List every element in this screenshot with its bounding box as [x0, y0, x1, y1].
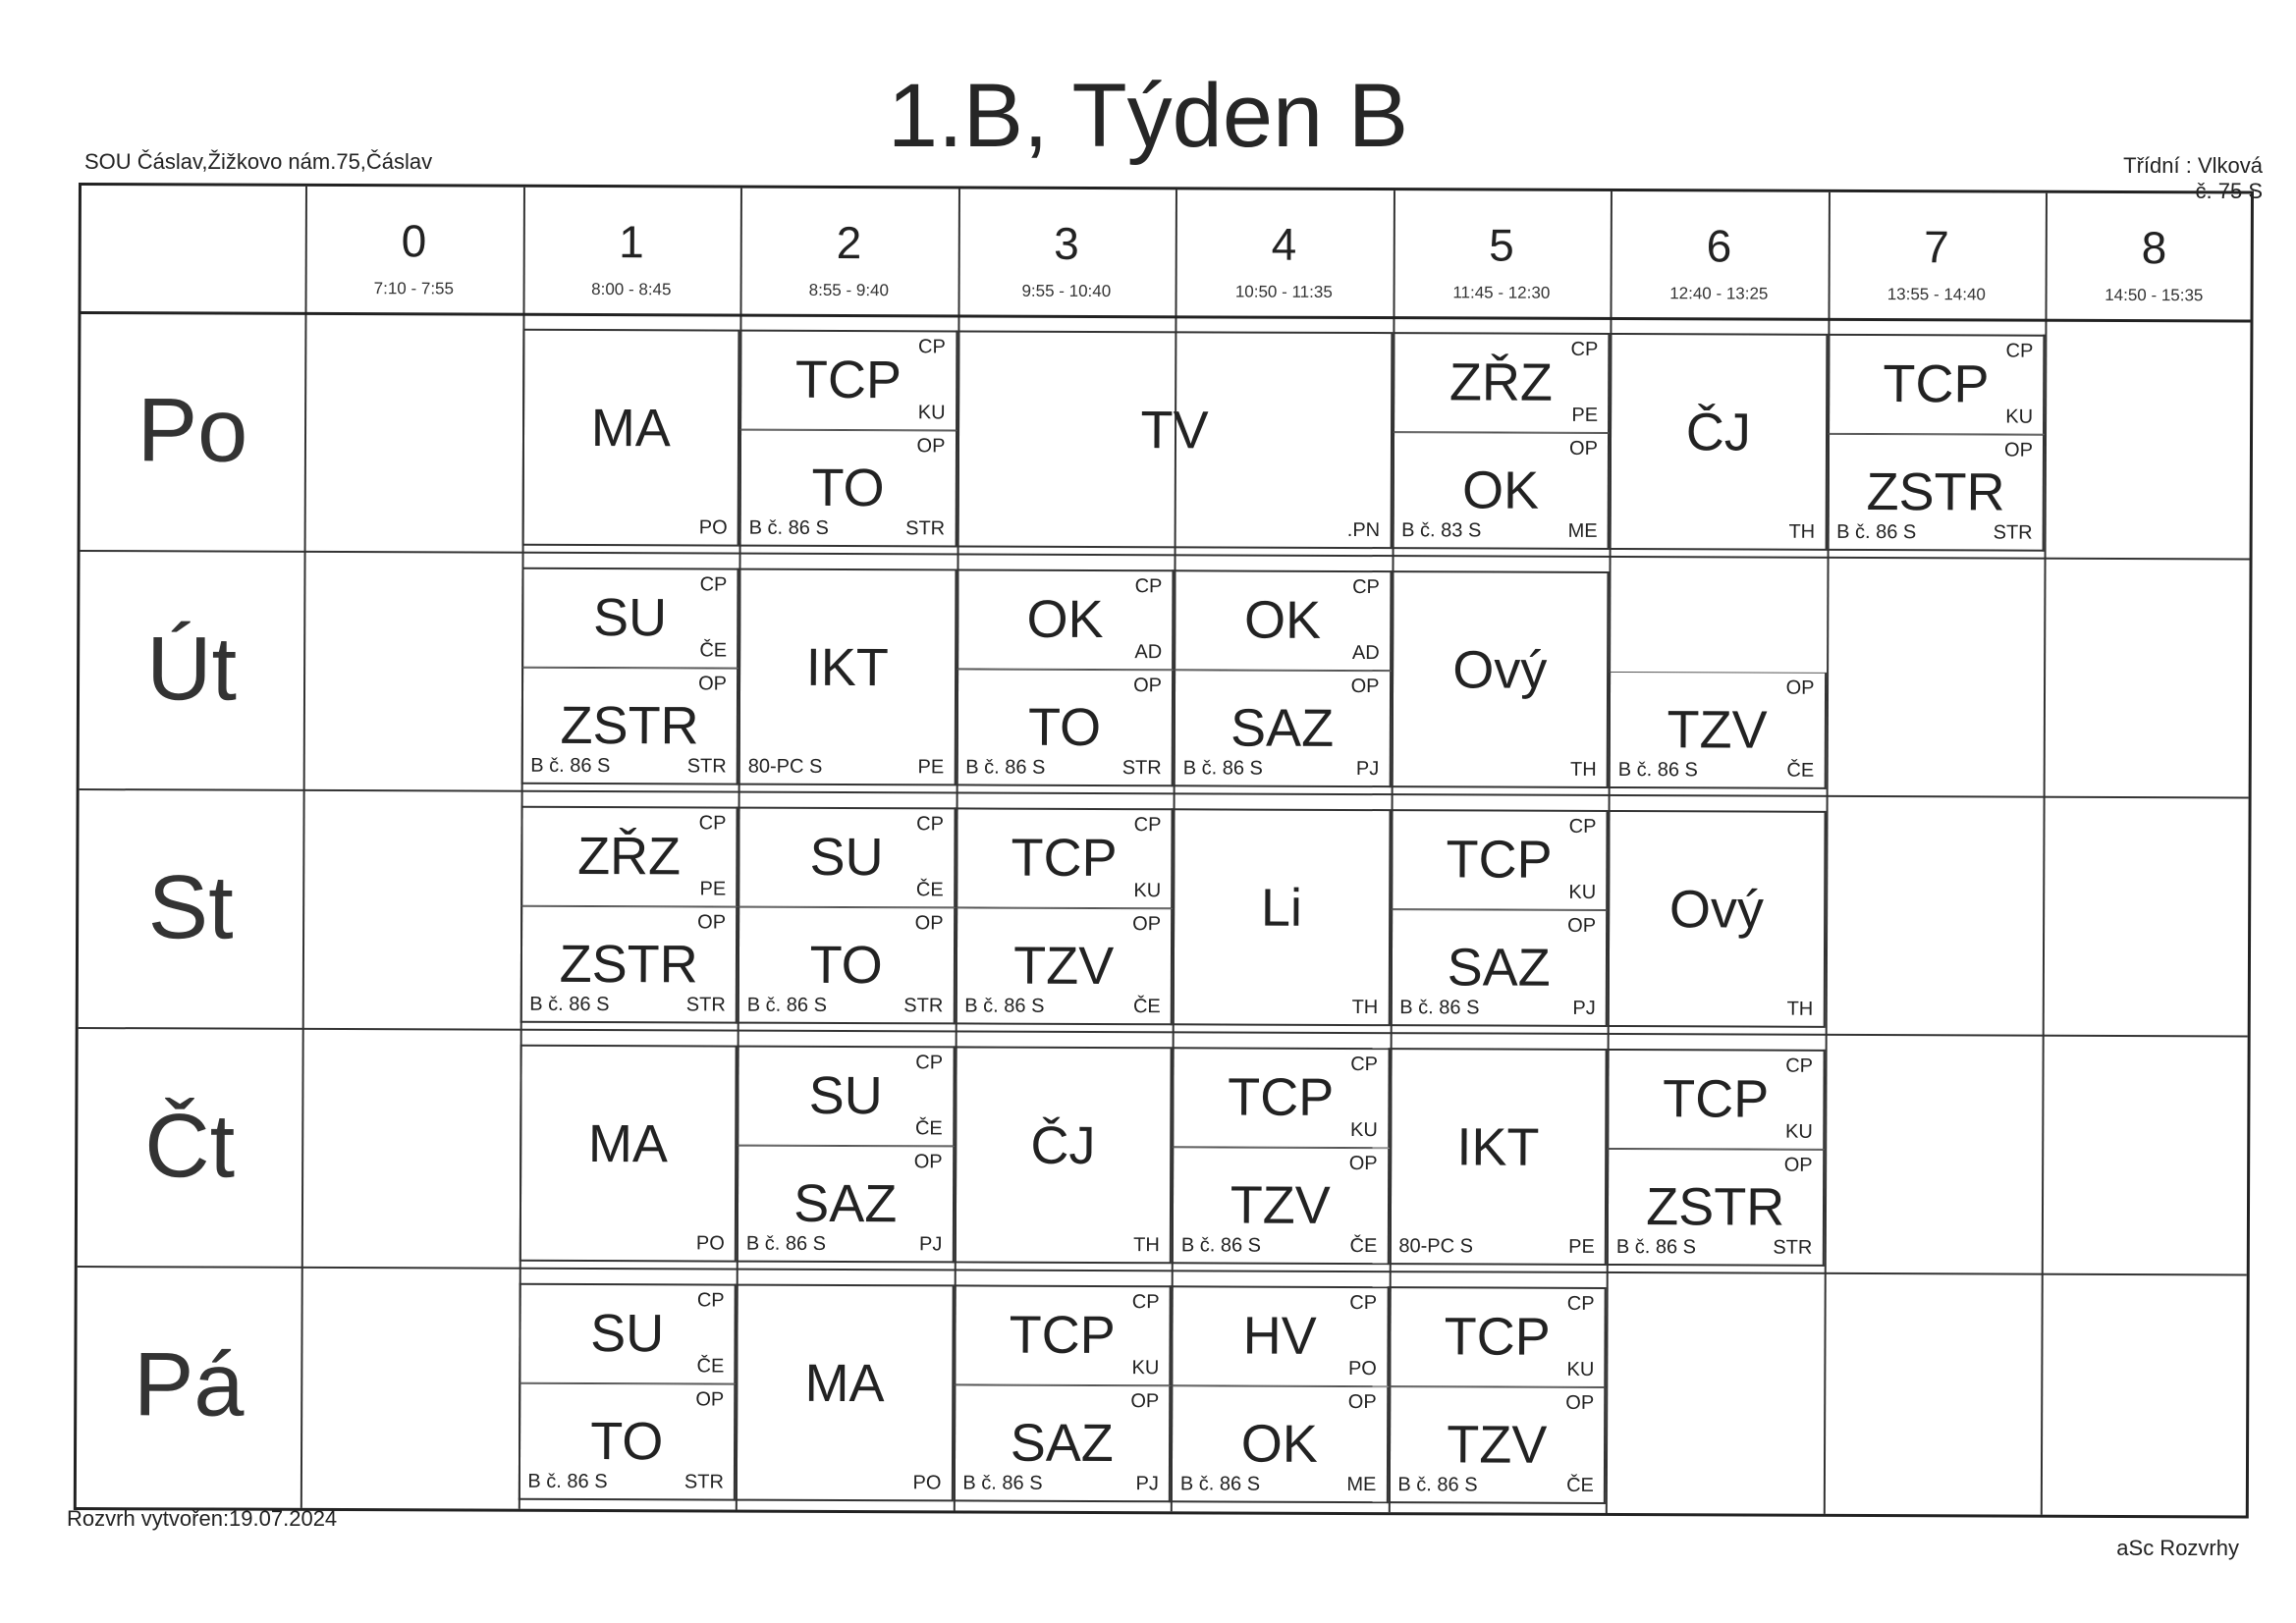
group-label: CP — [1350, 1053, 1379, 1076]
school-name: SOU Čáslav,Žižkovo nám.75,Čáslav — [84, 149, 433, 174]
group-label: OP — [1133, 675, 1163, 697]
subject-label: TCP — [1011, 828, 1118, 889]
subject-label: OK — [1240, 1414, 1318, 1474]
teacher-code: PJ — [1135, 1473, 1159, 1495]
row-divider — [81, 550, 2250, 560]
teacher-code: STR — [686, 755, 727, 778]
subject-label: OK — [1243, 590, 1322, 650]
lesson-cell-tcp[interactable] — [954, 1284, 1172, 1385]
lesson-cell-zstr[interactable] — [519, 906, 738, 1024]
group-label: CP — [1133, 814, 1162, 837]
teacher-code: PO — [698, 516, 728, 539]
teacher-code: KU — [1784, 1120, 1813, 1143]
lesson-cell-ma[interactable] — [519, 1045, 737, 1263]
group-label: OP — [1130, 1390, 1160, 1413]
subject-label: ZSTR — [1866, 461, 2005, 522]
subject-label: ČJ — [1030, 1115, 1096, 1175]
subject-label: IKT — [805, 637, 889, 697]
subject-label: SAZ — [1230, 698, 1335, 758]
lesson-cell-tcp[interactable] — [1607, 1049, 1825, 1150]
room-label: B č. 86 S — [965, 756, 1046, 779]
group-label: CP — [1568, 815, 1597, 838]
subject-label: TZV — [1230, 1175, 1331, 1235]
subject-label: TCP — [1444, 1307, 1551, 1367]
room-label: B č. 83 S — [1401, 519, 1482, 542]
lesson-cell-tzv[interactable] — [1388, 1386, 1606, 1504]
subject-label: ZŘZ — [1449, 352, 1554, 412]
room-label: B č. 86 S — [748, 516, 829, 539]
subject-label: TZV — [1013, 936, 1115, 996]
subject-label: ZSTR — [1646, 1176, 1785, 1237]
teacher-code: AD — [1134, 641, 1163, 664]
day-label-čt: Čt — [144, 1096, 236, 1197]
teacher-code: PE — [917, 756, 945, 779]
group-label: CP — [2005, 340, 2034, 362]
room-label: B č. 86 S — [746, 994, 827, 1016]
lesson-cell-saz[interactable] — [1390, 909, 1608, 1027]
lesson-cell-tzv[interactable] — [1609, 672, 1827, 789]
group-label: CP — [918, 336, 946, 358]
subject-label: SAZ — [1447, 937, 1551, 998]
software-brand: aSc Rozvrhy — [2116, 1536, 2239, 1560]
teacher-code: ČE — [915, 879, 944, 901]
lesson-cell-ok[interactable] — [1392, 432, 1610, 550]
group-label: OP — [1569, 437, 1599, 460]
lesson-cell-tv[interactable] — [957, 330, 1393, 549]
room-label: B č. 86 S — [964, 995, 1045, 1017]
timetable-grid — [74, 183, 2254, 1518]
period-number: 7 — [1924, 221, 1949, 273]
teacher-code: KU — [1349, 1118, 1378, 1142]
subject-label: ČJ — [1685, 402, 1751, 462]
period-header-4 — [1175, 189, 1393, 316]
subject-label: SU — [590, 1304, 665, 1364]
period-number: 6 — [1706, 220, 1732, 272]
subject-label: MA — [804, 1353, 885, 1413]
teacher-code: KU — [1566, 1358, 1595, 1380]
subject-label: TCP — [1883, 354, 1990, 414]
period-time: 7:10 - 7:55 — [373, 279, 455, 298]
teacher-code: STR — [1121, 757, 1162, 780]
lesson-cell-hv[interactable] — [1171, 1285, 1389, 1386]
period-number: 0 — [401, 215, 427, 267]
room-label: B č. 86 S — [529, 993, 610, 1016]
period-time: 8:55 - 9:40 — [808, 280, 890, 300]
period-header-5 — [1393, 190, 1611, 317]
period-time: 14:50 - 15:35 — [2105, 285, 2204, 305]
teacher-code: ČE — [1132, 996, 1161, 1018]
teacher-code: PJ — [918, 1233, 943, 1256]
group-label: CP — [915, 1052, 944, 1074]
teacher-code: TH — [1351, 996, 1379, 1019]
subject-label: ZŘZ — [577, 826, 682, 887]
lesson-cell-čj[interactable] — [954, 1046, 1172, 1264]
room-label: B č. 86 S — [745, 1232, 827, 1255]
teacher-code: KU — [2005, 406, 2034, 428]
group-label: OP — [916, 435, 946, 458]
period-time: 8:00 - 8:45 — [591, 280, 672, 299]
period-header-1 — [522, 188, 740, 314]
group-label: CP — [1570, 338, 1599, 360]
period-number: 3 — [1054, 217, 1079, 269]
teacher-code: ME — [1346, 1473, 1377, 1496]
period-header-3 — [957, 189, 1175, 315]
subject-label: TO — [590, 1411, 664, 1471]
group-label: CP — [698, 812, 727, 835]
created-date: Rozvrh vytvořen:19.07.2024 — [67, 1506, 338, 1531]
lesson-cell-ový[interactable] — [1391, 570, 1609, 788]
subject-label: MA — [587, 1113, 669, 1173]
group-label: CP — [699, 573, 728, 596]
period-time: 12:40 - 13:25 — [1669, 284, 1769, 303]
group-label: CP — [1131, 1291, 1160, 1314]
group-label: OP — [1783, 1154, 1813, 1176]
subject-label: TCP — [1009, 1305, 1116, 1366]
lesson-cell-zřz[interactable] — [1393, 332, 1611, 433]
period-time: 9:55 - 10:40 — [1021, 281, 1112, 301]
period-header-0 — [304, 187, 522, 313]
group-label: CP — [1134, 575, 1163, 598]
teacher-code: STR — [905, 517, 946, 540]
lesson-cell-tcp[interactable] — [1389, 1286, 1607, 1387]
group-label: CP — [1785, 1055, 1814, 1077]
lesson-cell-tcp[interactable] — [956, 807, 1174, 908]
teacher-code: STR — [1773, 1236, 1813, 1259]
subject-label: TO — [811, 458, 885, 517]
subject-label: OK — [1026, 589, 1104, 650]
lesson-cell-su[interactable] — [737, 1046, 955, 1147]
group-label: OP — [695, 1388, 725, 1411]
subject-label: TV — [1140, 400, 1209, 460]
room-label: B č. 86 S — [1615, 1236, 1697, 1259]
row-divider — [78, 1266, 2247, 1275]
day-label-st: St — [147, 857, 234, 958]
subject-label: ZSTR — [559, 934, 698, 994]
lesson-cell-zřz[interactable] — [520, 806, 738, 907]
lesson-cell-ok[interactable] — [1171, 1385, 1389, 1503]
group-label: OP — [1785, 676, 1815, 699]
room-label: B č. 86 S — [1617, 759, 1698, 782]
room-label: B č. 86 S — [1182, 757, 1263, 780]
period-time: 10:50 - 11:35 — [1234, 282, 1333, 301]
group-label: CP — [696, 1289, 725, 1312]
lesson-cell-ma[interactable] — [736, 1284, 954, 1502]
subject-label: MA — [590, 398, 671, 458]
teacher-code: KU — [1133, 880, 1162, 902]
room-label: B č. 86 S — [527, 1470, 608, 1493]
group-label: OP — [698, 673, 728, 695]
class-teacher: Třídní : Vlková — [2123, 153, 2263, 178]
teacher-code: TH — [1786, 998, 1814, 1020]
teacher-code: .PN — [1346, 518, 1381, 542]
teacher-code: ME — [1567, 519, 1598, 542]
subject-label: TCP — [1663, 1069, 1770, 1129]
teacher-code: PO — [912, 1472, 942, 1494]
teacher-code: TH — [1788, 520, 1816, 543]
period-header-2 — [739, 189, 957, 315]
period-number: 1 — [619, 216, 644, 268]
room-label: B č. 86 S — [1180, 1234, 1262, 1257]
lesson-cell-to[interactable] — [956, 669, 1174, 786]
lesson-cell-ok[interactable] — [1174, 569, 1392, 671]
teacher-code: PO — [695, 1232, 725, 1255]
lesson-cell-to[interactable] — [738, 907, 956, 1025]
subject-label: HV — [1242, 1306, 1317, 1366]
teacher-code: PO — [1347, 1357, 1377, 1380]
room-label: B č. 86 S — [1836, 520, 1917, 544]
teacher-code: KU — [1568, 881, 1597, 903]
teacher-code: PJ — [1355, 757, 1380, 781]
subject-label: SU — [592, 588, 668, 648]
room-label: B č. 86 S — [962, 1472, 1043, 1494]
lesson-cell-ový[interactable] — [1608, 810, 1826, 1028]
lesson-cell-zstr[interactable] — [1827, 434, 2045, 552]
subject-label: SAZ — [1010, 1413, 1114, 1473]
lesson-cell-tzv[interactable] — [955, 907, 1173, 1025]
group-label: CP — [916, 813, 945, 836]
teacher-code: ČE — [1786, 759, 1815, 782]
lesson-cell-ikt[interactable] — [738, 568, 957, 786]
teacher-code: KU — [1131, 1357, 1160, 1380]
lesson-cell-ok[interactable] — [957, 568, 1175, 670]
lesson-cell-zstr[interactable] — [520, 668, 738, 785]
subject-label: TZV — [1447, 1414, 1548, 1475]
subject-label: TCP — [794, 350, 902, 410]
subject-label: TZV — [1667, 699, 1768, 760]
lesson-cell-tcp[interactable] — [1391, 809, 1609, 910]
lesson-cell-to[interactable] — [518, 1383, 736, 1501]
subject-label: IKT — [1456, 1116, 1540, 1177]
teacher-code: ČE — [914, 1117, 943, 1140]
lesson-cell-li[interactable] — [1173, 808, 1391, 1026]
lesson-cell-to[interactable] — [739, 430, 957, 548]
teacher-code: STR — [683, 1471, 724, 1493]
teacher-code: PJ — [1572, 997, 1596, 1019]
subject-label: Ový — [1668, 879, 1765, 940]
subject-label: TO — [1027, 697, 1102, 757]
teacher-code: ČE — [699, 639, 728, 662]
room-label: B č. 86 S — [1179, 1473, 1261, 1495]
day-label-út: Út — [145, 619, 238, 720]
timetable-title: 1.B, Týden B — [887, 66, 1409, 166]
row-divider — [79, 1027, 2248, 1037]
subject-label: SAZ — [793, 1173, 898, 1233]
group-label: OP — [913, 1151, 943, 1173]
subject-label: OK — [1461, 460, 1540, 520]
lesson-cell-ma[interactable] — [521, 329, 739, 547]
lesson-cell-tcp[interactable] — [1172, 1047, 1390, 1148]
period-time: 13:55 - 14:40 — [1886, 285, 1986, 304]
period-header-8 — [2045, 193, 2263, 320]
group-label: OP — [1350, 675, 1380, 698]
period-time: 11:45 - 12:30 — [1452, 283, 1551, 302]
room-label: 80-PC S — [1398, 1235, 1473, 1258]
lesson-cell-su[interactable] — [519, 1283, 737, 1384]
subject-label: TCP — [1228, 1067, 1335, 1127]
teacher-code: KU — [917, 402, 946, 424]
teacher-code: PE — [1571, 404, 1599, 426]
group-label: OP — [1348, 1152, 1378, 1175]
group-label: CP — [1349, 1291, 1378, 1315]
teacher-code: ČE — [696, 1355, 725, 1378]
group-label: OP — [914, 912, 944, 935]
lesson-cell-tzv[interactable] — [1172, 1147, 1390, 1265]
teacher-code: STR — [685, 994, 726, 1016]
lesson-cell-zstr[interactable] — [1607, 1149, 1825, 1267]
period-number: 4 — [1271, 218, 1297, 270]
teacher-code: ČE — [1349, 1234, 1378, 1258]
subject-label: SU — [808, 1065, 883, 1126]
teacher-code: AD — [1351, 641, 1380, 665]
teacher-code: TH — [1133, 1234, 1160, 1257]
group-label: OP — [1132, 913, 1162, 936]
period-number: 2 — [836, 216, 862, 269]
group-label: OP — [2004, 439, 2034, 461]
lesson-cell-su[interactable] — [521, 568, 739, 669]
group-label: CP — [1352, 575, 1380, 599]
room-label: B č. 86 S — [530, 754, 611, 778]
period-number: 5 — [1489, 219, 1514, 271]
period-header-6 — [1610, 191, 1828, 318]
day-label-pá: Pá — [133, 1334, 245, 1435]
lesson-cell-tcp[interactable] — [1828, 334, 2046, 435]
group-label: OP — [1567, 914, 1597, 937]
lesson-cell-ikt[interactable] — [1389, 1048, 1607, 1266]
lesson-cell-saz[interactable] — [1174, 670, 1392, 787]
lesson-cell-saz[interactable] — [737, 1146, 955, 1264]
subject-label: Li — [1260, 878, 1303, 938]
group-label: OP — [697, 911, 727, 934]
group-label: OP — [1347, 1390, 1377, 1414]
lesson-cell-čj[interactable] — [1610, 333, 1828, 551]
subject-label: TO — [809, 935, 883, 995]
subject-label: Ový — [1452, 639, 1548, 700]
teacher-code: PE — [699, 878, 727, 900]
teacher-code: ČE — [1566, 1474, 1594, 1496]
teacher-code: STR — [1993, 521, 2033, 544]
day-label-po: Po — [137, 380, 248, 481]
period-header-7 — [1828, 192, 2046, 319]
group-label: CP — [1566, 1292, 1595, 1315]
teacher-code: TH — [1570, 758, 1597, 781]
teacher-code: PE — [1568, 1235, 1595, 1258]
subject-label: ZSTR — [560, 695, 699, 755]
room-label: 80-PC S — [747, 755, 823, 778]
home-room: č. 75 S — [2195, 179, 2263, 203]
lesson-cell-tcp[interactable] — [739, 330, 957, 431]
subject-label: SU — [809, 827, 884, 888]
teacher-code: STR — [903, 995, 944, 1017]
group-label: OP — [1565, 1391, 1595, 1414]
room-label: B č. 86 S — [1399, 997, 1480, 1019]
lesson-cell-su[interactable] — [738, 807, 956, 908]
subject-label: TCP — [1446, 830, 1553, 890]
room-label: B č. 86 S — [1397, 1474, 1478, 1496]
row-divider — [80, 788, 2249, 798]
period-number: 8 — [2141, 222, 2167, 274]
lesson-cell-saz[interactable] — [953, 1384, 1171, 1502]
